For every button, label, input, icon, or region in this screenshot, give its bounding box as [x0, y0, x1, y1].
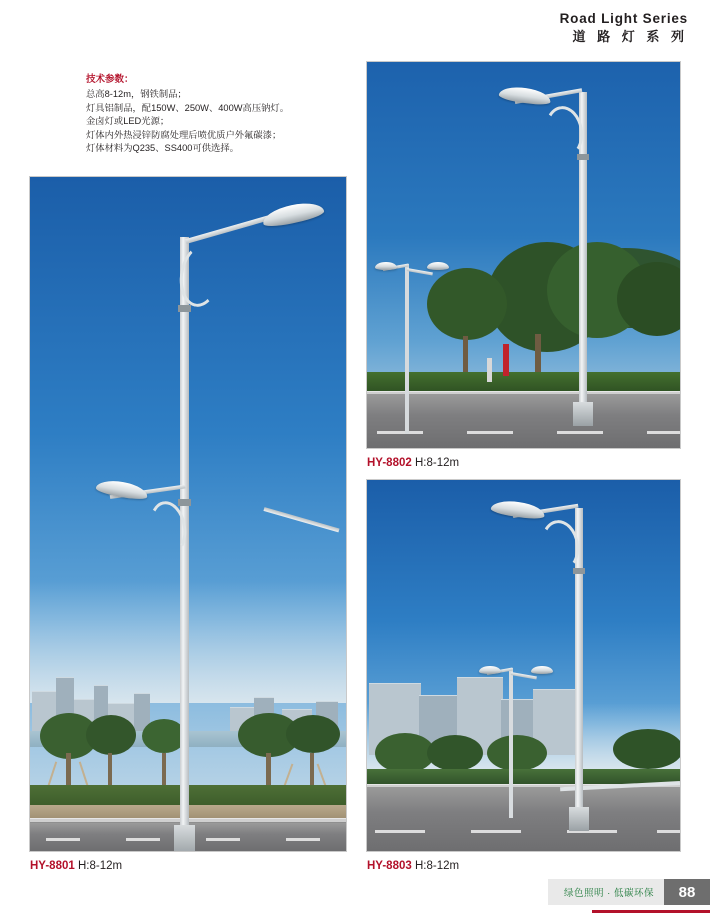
- lane-marking: [46, 838, 80, 841]
- caption-hy-8802: [367, 457, 459, 469]
- hedge: [367, 372, 680, 392]
- pole-collar: [577, 154, 589, 160]
- tree-foliage: [427, 268, 507, 340]
- caption-hy-8803: [367, 860, 459, 872]
- footer-slogan: 绿色照明 · 低碳环保: [548, 879, 664, 905]
- road-surface: [367, 787, 680, 851]
- tree-foliage: [487, 735, 547, 771]
- lane-marking: [557, 431, 603, 434]
- pole-collar: [573, 568, 585, 574]
- pole-base: [573, 402, 593, 426]
- red-bollard: [503, 344, 509, 376]
- lamp-head-distant-2: [427, 262, 449, 270]
- pole-base: [569, 807, 589, 831]
- header-title-cn: 道 路 灯 系 列: [572, 29, 688, 44]
- product-code: HY-8803: [367, 860, 412, 872]
- caption-hy-8801: [30, 860, 122, 872]
- spec-line-5: 灯体材料为Q235、SS400可供选择。: [86, 143, 239, 154]
- spec-line-2: 灯具铝制品，配150W、250W、400W高压钠灯。: [86, 102, 290, 113]
- page-number: 88: [664, 879, 710, 905]
- pole-collar-upper: [178, 305, 191, 312]
- pole-base: [174, 825, 195, 852]
- lane-marking: [467, 431, 513, 434]
- tree-foliage: [427, 735, 483, 771]
- spec-line-3: 金卤灯或LED光源；: [86, 116, 170, 127]
- spec-line-4: 灯体内外热浸锌防腐处理后喷优质户外氟碳漆；: [86, 129, 282, 140]
- product-photo-hy-8801: [29, 176, 347, 852]
- lane-marking: [126, 838, 160, 841]
- tree-foliage: [86, 715, 136, 755]
- spec-line-1: 总高8-12m，钢铁制品；: [86, 89, 187, 99]
- white-post: [487, 358, 492, 382]
- tree-foliage: [375, 733, 435, 773]
- page-header: [560, 10, 688, 46]
- product-height: H:8-12m: [414, 457, 460, 469]
- product-code: HY-8802: [367, 457, 412, 469]
- product-photo-hy-8802: [366, 61, 681, 449]
- lamp-pole-distant: [509, 668, 513, 818]
- footer-accent-rule: [592, 910, 710, 913]
- header-title-en: Road Light Series: [559, 11, 688, 26]
- spec-title: 技术参数：: [86, 74, 134, 85]
- road-surface: [367, 394, 680, 448]
- lamp-head-distant-2: [531, 666, 553, 674]
- lane-marking: [375, 830, 425, 833]
- tree-foliage: [286, 715, 340, 753]
- lamp-head-distant: [375, 262, 397, 270]
- technical-specifications: [86, 73, 336, 156]
- product-photo-hy-8803: [366, 479, 681, 852]
- product-code: HY-8801: [30, 860, 75, 872]
- lamp-head-distant: [479, 666, 501, 674]
- tree-trunk: [162, 753, 166, 789]
- pole-collar-lower: [178, 499, 191, 506]
- tree-foliage: [613, 729, 681, 769]
- lane-marking: [206, 838, 240, 841]
- product-height: H:8-12m: [77, 860, 123, 872]
- lamp-pole-distant: [405, 264, 409, 434]
- lane-marking: [471, 830, 521, 833]
- product-height: H:8-12m: [414, 860, 460, 872]
- lane-marking: [377, 431, 423, 434]
- lane-marking: [647, 431, 681, 434]
- page-footer: [548, 879, 710, 905]
- lane-marking: [657, 830, 681, 833]
- lane-marking: [286, 838, 320, 841]
